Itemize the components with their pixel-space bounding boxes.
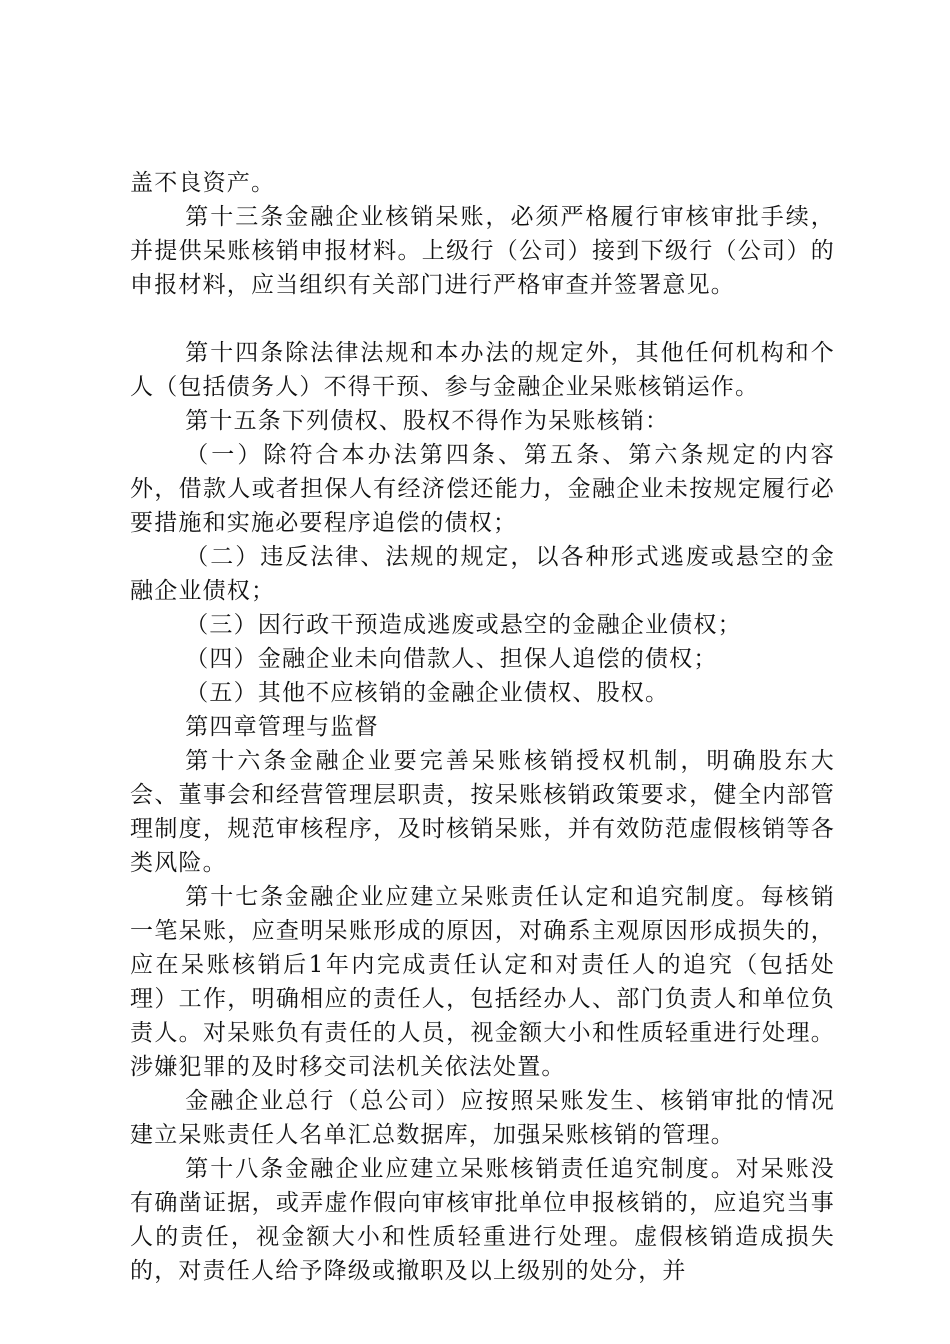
- article-15-item-5: （五）其他不应核销的金融企业债权、股权。: [185, 680, 670, 706]
- article-17: 第十七条金融企业应建立呆账责任认定和追究制度。每核销一笔呆账，应查明呆账形成的原因，对确系主观原因形成损失的，应在呆账核销后1年内完成责任认定和对责任人的追究（包括处理）工作，明确相应的责任人，包括经办人、部门负责人和单位负责人。对呆账负有责任的人员，视金额大小和性质轻重进行处理。涉嫌犯罪的及时移交司法机关依法处置。: [130, 884, 835, 1080]
- article-14: 第十四条除法律法规和本办法的规定外，其他任何机构和个人（包括债务人）不得干预、参与金融企业呆账核销运作。: [130, 340, 835, 400]
- article-17-supplement: 金融企业总行（总公司）应按照呆账发生、核销审批的情况建立呆账责任人名单汇总数据库，加强呆账核销的管理。: [130, 1088, 835, 1148]
- article-13: 第十三条金融企业核销呆账，必须严格履行审核审批手续，并提供呆账核销申报材料。上级行（公司）接到下级行（公司）的申报材料，应当组织有关部门进行严格审查并签署意见。: [130, 204, 835, 298]
- article-15-item-3: （三）因行政干预造成逃废或悬空的金融企业债权；: [185, 612, 742, 638]
- article-15-item-1: （一）除符合本办法第四条、第五条、第六条规定的内容外，借款人或者担保人有经济偿还能力，金融企业未按规定履行必要措施和实施必要程序追偿的债权；: [130, 442, 835, 536]
- chapter-4-heading: 第四章管理与监督: [185, 714, 379, 740]
- article-15-item-4: （四）金融企业未向借款人、担保人追偿的债权；: [185, 646, 718, 672]
- article-16: 第十六条金融企业要完善呆账核销授权机制，明确股东大会、董事会和经营管理层职责，按呆账核销政策要求，健全内部管理制度，规范审核程序，及时核销呆账，并有效防范虚假核销等各类风险。: [130, 748, 835, 876]
- article-18: 第十八条金融企业应建立呆账核销责任追究制度。对呆账没有确凿证据，或弄虚作假向审核审批单位申报核销的，应追究当事人的责任，视金额大小和性质轻重进行处理。虚假核销造成损失的，对责任人给予降级或撤职及以上级别的处分，并: [130, 1156, 835, 1284]
- document-body: [130, 166, 835, 1288]
- paragraph-continuation: 盖不良资产。: [130, 170, 276, 196]
- article-15: 第十五条下列债权、股权不得作为呆账核销：: [185, 408, 670, 434]
- article-15-item-2: （二）违反法律、法规的规定，以各种形式逃废或悬空的金融企业债权；: [130, 544, 835, 604]
